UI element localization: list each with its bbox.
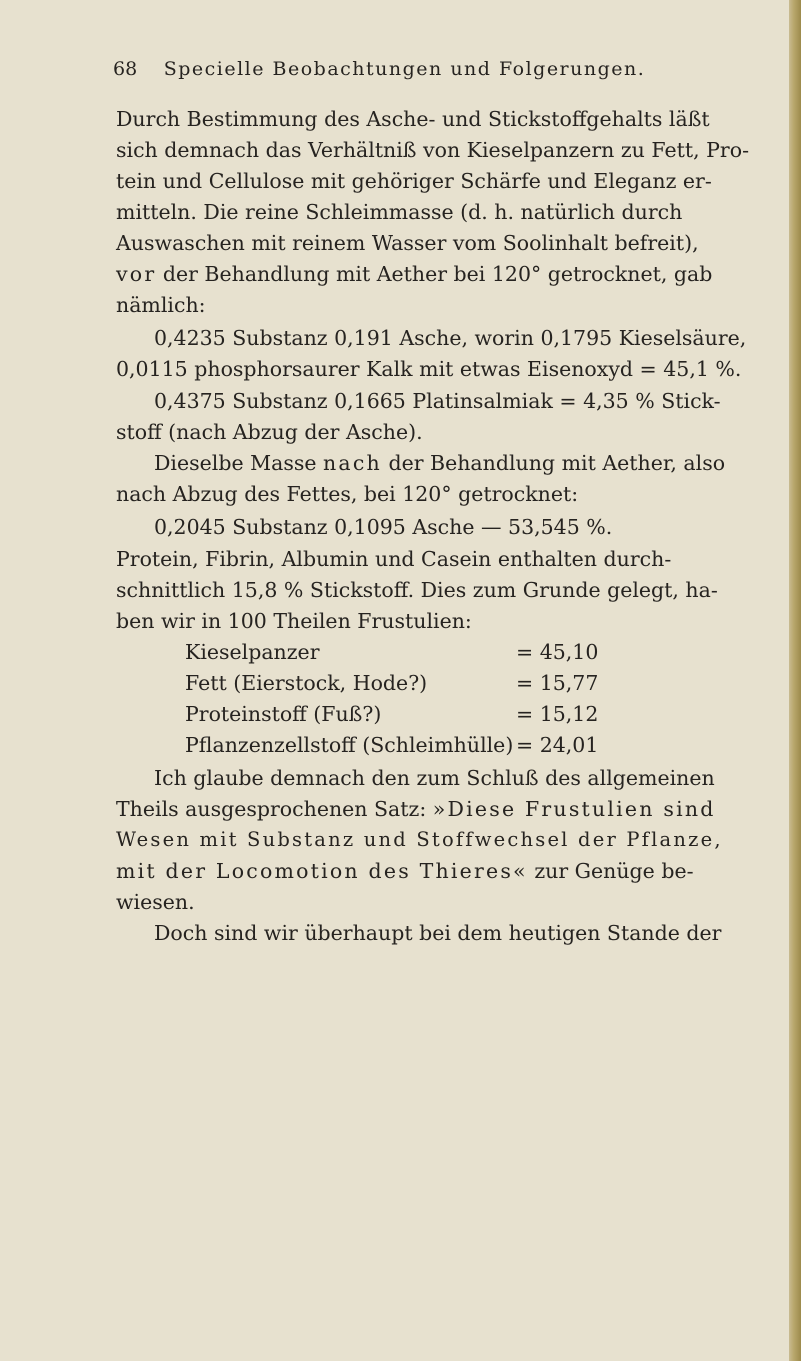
text-line: tein und Cellulose mit gehöriger Schärfe und Eleganz er-: [116, 169, 712, 193]
composition-value: = 15,12: [516, 702, 599, 726]
text-line: nämlich:: [116, 293, 206, 317]
text-line: vor der Behandlung mit Aether bei 120° getrocknet, gab: [116, 262, 713, 286]
data-line: 0,2045 Substanz 0,1095 Asche — 53,545 %.: [154, 515, 613, 539]
quote-text: mit der Locomotion des Thieres«: [116, 859, 528, 883]
text-line: mit der Locomotion des Thieres« zur Genüge be-: [116, 859, 694, 883]
text-line: Doch sind wir überhaupt bei dem heutigen Stande der: [154, 921, 722, 945]
quote-text: »Diese Frustulien sind: [432, 797, 716, 821]
emphasis: vor: [116, 262, 157, 286]
composition-label: Pflanzenzellstoff (Schleimhülle): [185, 733, 514, 757]
text-line: Durch Bestimmung des Asche- und Stickstoffgehalts läßt: [116, 107, 710, 131]
composition-value: = 15,77: [516, 671, 599, 695]
quote-text: Wesen mit Substanz und Stoffwechsel der Pflanze,: [116, 828, 723, 851]
text-line: Dieselbe Masse nach der Behandlung mit Aether, also: [154, 451, 726, 475]
text-line: Protein, Fibrin, Albumin und Casein enthalten durch-: [116, 547, 672, 571]
data-line: 0,0115 phosphorsaurer Kalk mit etwas Eisenoxyd = 45,1 %.: [116, 357, 742, 381]
composition-label: Proteinstoff (Fuß?): [185, 702, 382, 726]
data-line: 0,4375 Substanz 0,1665 Platinsalmiak = 4,35 % Stick-: [154, 389, 721, 413]
text-line: Theils ausgesprochenen Satz: »Diese Frustulien sind: [116, 797, 716, 821]
page-edge: [789, 0, 801, 1361]
emphasis: nach: [323, 451, 382, 475]
composition-value: = 24,01: [516, 733, 599, 757]
text-line: nach Abzug des Fettes, bei 120° getrocknet:: [116, 482, 579, 506]
text-line: mitteln. Die reine Schleimmasse (d. h. natürlich durch: [116, 200, 683, 224]
page-number: 68: [113, 58, 138, 80]
data-line: stoff (nach Abzug der Asche).: [116, 420, 423, 444]
text-line: ben wir in 100 Theilen Frustulien:: [116, 609, 472, 633]
composition-value: = 45,10: [516, 640, 599, 664]
text-line: Ich glaube demnach den zum Schluß des allgemeinen: [154, 766, 715, 790]
text-line: wiesen.: [116, 890, 195, 914]
text-line: sich demnach das Verhältniß von Kieselpanzern zu Fett, Pro-: [116, 138, 749, 162]
composition-label: Kieselpanzer: [185, 640, 320, 664]
page-header: [0, 58, 789, 88]
data-line: 0,4235 Substanz 0,191 Asche, worin 0,1795 Kieselsäure,: [154, 326, 747, 350]
composition-label: Fett (Eierstock, Hode?): [185, 671, 428, 695]
text-line: schnittlich 15,8 % Stickstoff. Dies zum Grunde gelegt, ha-: [116, 578, 718, 602]
text-line: Auswaschen mit reinem Wasser vom Soolinhalt befreit),: [116, 231, 699, 255]
running-title: Specielle Beobachtungen und Folgerungen.: [163, 58, 646, 80]
